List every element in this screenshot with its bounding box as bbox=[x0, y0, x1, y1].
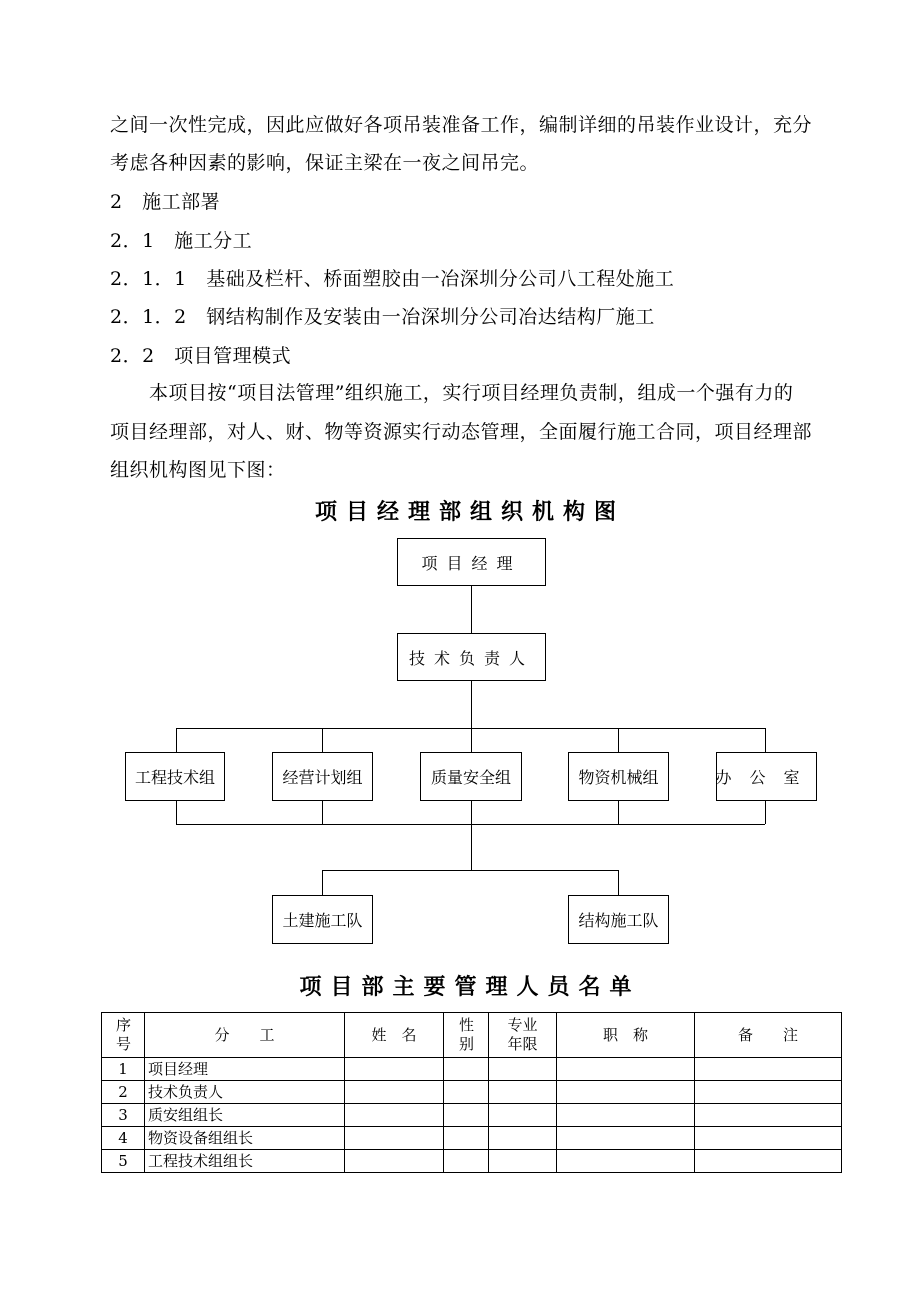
row-name bbox=[345, 1081, 444, 1104]
row-remark bbox=[695, 1058, 842, 1081]
org-box-manager-label: 项目经理 bbox=[421, 553, 522, 573]
header-role: 分 工 bbox=[145, 1013, 345, 1058]
header-remark: 备 注 bbox=[695, 1013, 842, 1058]
row-name bbox=[345, 1127, 444, 1150]
row-position bbox=[557, 1104, 695, 1127]
paragraph-line-3: 本项目按“项目法管理”组织施工，实行项目经理负责制，组成一个强有力的 bbox=[110, 382, 794, 404]
row-role: 项目经理 bbox=[145, 1058, 345, 1081]
row-name bbox=[345, 1150, 444, 1173]
org-box-group-4 bbox=[568, 752, 669, 801]
paragraph-line-4: 项目经理部，对人、财、物等资源实行动态管理，全面履行施工合同，项目经理部 bbox=[110, 421, 813, 443]
org-box-team-2 bbox=[568, 895, 669, 944]
org-box-group-2-label: 经营计划组 bbox=[282, 768, 363, 787]
table-row bbox=[102, 1127, 842, 1150]
row-years bbox=[489, 1081, 557, 1104]
row-remark bbox=[695, 1104, 842, 1127]
row-name bbox=[345, 1058, 444, 1081]
table-row bbox=[102, 1104, 842, 1127]
connector-teams-bar bbox=[322, 870, 618, 871]
org-box-group-4-label: 物资机械组 bbox=[578, 768, 659, 787]
connector-group-2-top bbox=[322, 728, 323, 752]
row-name bbox=[345, 1104, 444, 1127]
header-position: 职 称 bbox=[557, 1013, 695, 1058]
org-box-group-2 bbox=[272, 752, 373, 801]
header-gender: 性别 bbox=[444, 1013, 489, 1058]
paragraph-line-5: 组织机构图见下图： bbox=[110, 459, 286, 481]
connector-team-2 bbox=[618, 870, 619, 895]
connector-manager-tech bbox=[471, 585, 472, 633]
row-remark bbox=[695, 1081, 842, 1104]
row-position bbox=[557, 1150, 695, 1173]
row-role: 技术负责人 bbox=[145, 1081, 345, 1104]
row-years bbox=[489, 1058, 557, 1081]
org-box-manager bbox=[397, 538, 546, 586]
row-remark bbox=[695, 1150, 842, 1173]
staff-table bbox=[101, 1012, 842, 1173]
section-heading-2-2: 2．2 项目管理模式 bbox=[110, 345, 292, 367]
row-role: 物资设备组组长 bbox=[145, 1127, 345, 1150]
org-box-team-1-label: 土建施工队 bbox=[282, 911, 363, 930]
org-box-group-3-label: 质量安全组 bbox=[430, 768, 511, 787]
table-row bbox=[102, 1081, 842, 1104]
row-position bbox=[557, 1127, 695, 1150]
org-box-group-3 bbox=[420, 752, 522, 801]
header-name: 姓 名 bbox=[345, 1013, 444, 1058]
connector-group-1-bottom bbox=[176, 800, 177, 824]
connector-group-1-top bbox=[176, 728, 177, 752]
connector-group-5-top bbox=[765, 728, 766, 752]
row-position bbox=[557, 1081, 695, 1104]
connector-team-1 bbox=[322, 870, 323, 895]
section-heading-2-1-1: 2．1．1 基础及栏杆、桥面塑胶由一冶深圳分公司八工程处施工 bbox=[110, 268, 675, 290]
connector-group-4-bottom bbox=[618, 800, 619, 824]
row-position bbox=[557, 1058, 695, 1081]
section-heading-2-1-2: 2．1．2 钢结构制作及安装由一冶深圳分公司冶达结构厂施工 bbox=[110, 306, 655, 328]
row-seq: 5 bbox=[102, 1150, 145, 1173]
connector-group-4-top bbox=[618, 728, 619, 752]
org-box-tech-lead-label: 技术负责人 bbox=[408, 648, 534, 668]
section-heading-2-1: 2．1 施工分工 bbox=[110, 230, 253, 252]
connector-group-3-top bbox=[471, 728, 472, 752]
table-row bbox=[102, 1150, 842, 1173]
row-gender bbox=[444, 1081, 489, 1104]
row-gender bbox=[444, 1058, 489, 1081]
row-seq: 3 bbox=[102, 1104, 145, 1127]
row-role: 工程技术组组长 bbox=[145, 1150, 345, 1173]
connector-group-3-bottom bbox=[471, 800, 472, 824]
org-box-group-1-label: 工程技术组 bbox=[134, 768, 215, 787]
row-years bbox=[489, 1150, 557, 1173]
org-box-tech-lead bbox=[397, 633, 546, 681]
row-seq: 1 bbox=[102, 1058, 145, 1081]
table-row bbox=[102, 1058, 842, 1081]
paragraph-line-2: 考虑各种因素的影响，保证主梁在一夜之间吊完。 bbox=[110, 152, 540, 174]
row-role: 质安组组长 bbox=[145, 1104, 345, 1127]
row-gender bbox=[444, 1150, 489, 1173]
section-heading-2: 2 施工部署 bbox=[110, 191, 221, 213]
org-box-group-5-label: 办公室 bbox=[715, 768, 818, 787]
connector-groups-teams bbox=[471, 824, 472, 870]
org-chart-title: 项目经理部组织机构图 bbox=[314, 500, 625, 525]
connector-group-5-bottom bbox=[765, 800, 766, 824]
org-box-team-1 bbox=[272, 895, 373, 944]
row-seq: 4 bbox=[102, 1127, 145, 1150]
row-years bbox=[489, 1104, 557, 1127]
connector-tech-groups bbox=[471, 680, 472, 728]
connector-group-2-bottom bbox=[322, 800, 323, 824]
org-box-team-2-label: 结构施工队 bbox=[578, 911, 659, 930]
paragraph-line-1: 之间一次性完成，因此应做好各项吊装准备工作，编制详细的吊装作业设计，充分 bbox=[110, 114, 813, 136]
row-gender bbox=[444, 1104, 489, 1127]
org-box-group-5 bbox=[716, 752, 817, 801]
row-seq: 2 bbox=[102, 1081, 145, 1104]
staff-table-title: 项目部主要管理人员名单 bbox=[299, 975, 641, 1000]
row-gender bbox=[444, 1127, 489, 1150]
row-remark bbox=[695, 1127, 842, 1150]
row-years bbox=[489, 1127, 557, 1150]
header-seq: 序号 bbox=[102, 1013, 145, 1058]
org-box-group-1 bbox=[125, 752, 225, 801]
table-header-row bbox=[102, 1013, 842, 1058]
header-years: 专业年限 bbox=[489, 1013, 557, 1058]
